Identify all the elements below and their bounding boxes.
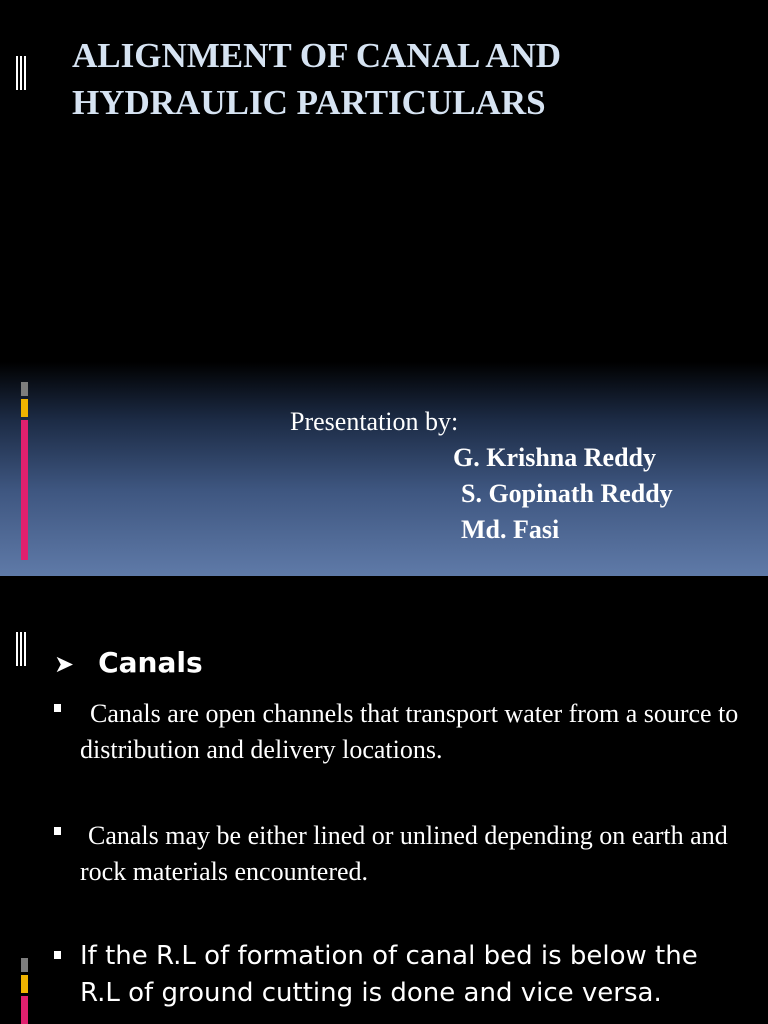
square-bullet-icon xyxy=(54,827,61,835)
presenter-name-1: G. Krishna Reddy xyxy=(453,443,656,472)
presenter-name-2: S. Gopinath Reddy xyxy=(461,479,673,508)
grid-pattern-icon xyxy=(16,632,28,666)
left-accent-strip xyxy=(0,0,30,576)
bullet-text-3: If the R.L of formation of canal bed is below the R.L of ground cutting is done and vice versa. xyxy=(80,941,698,1008)
accent-bar-pink xyxy=(21,420,28,560)
bullet-text-2: Canals may be either lined or unlined depending on earth and rock materials encountered. xyxy=(80,821,728,886)
left-accent-strip xyxy=(0,576,30,1024)
grid-pattern-icon xyxy=(16,56,28,90)
content-slide xyxy=(0,576,768,1024)
arrowhead-bullet-icon: ➤ xyxy=(54,650,75,678)
square-bullet-icon xyxy=(54,951,61,959)
accent-bars xyxy=(21,958,28,1024)
presenter-name-3: Md. Fasi xyxy=(461,515,560,544)
accent-bar-grey xyxy=(21,958,28,972)
accent-bar-pink xyxy=(21,996,28,1024)
accent-bars xyxy=(21,382,28,563)
bullet-text-1: Canals are open channels that transport water from a source to distribution and delivery locations. xyxy=(80,699,739,764)
slide-title: ALIGNMENT OF CANAL AND HYDRAULIC PARTICULARS xyxy=(72,36,562,122)
section-heading xyxy=(54,646,203,679)
square-bullet-icon xyxy=(54,704,61,712)
accent-bar-yellow xyxy=(21,399,28,417)
accent-bar-yellow xyxy=(21,975,28,993)
accent-bar-grey xyxy=(21,382,28,396)
presented-by-label: Presentation by: xyxy=(290,407,459,436)
section-heading-text: Canals xyxy=(98,646,203,679)
